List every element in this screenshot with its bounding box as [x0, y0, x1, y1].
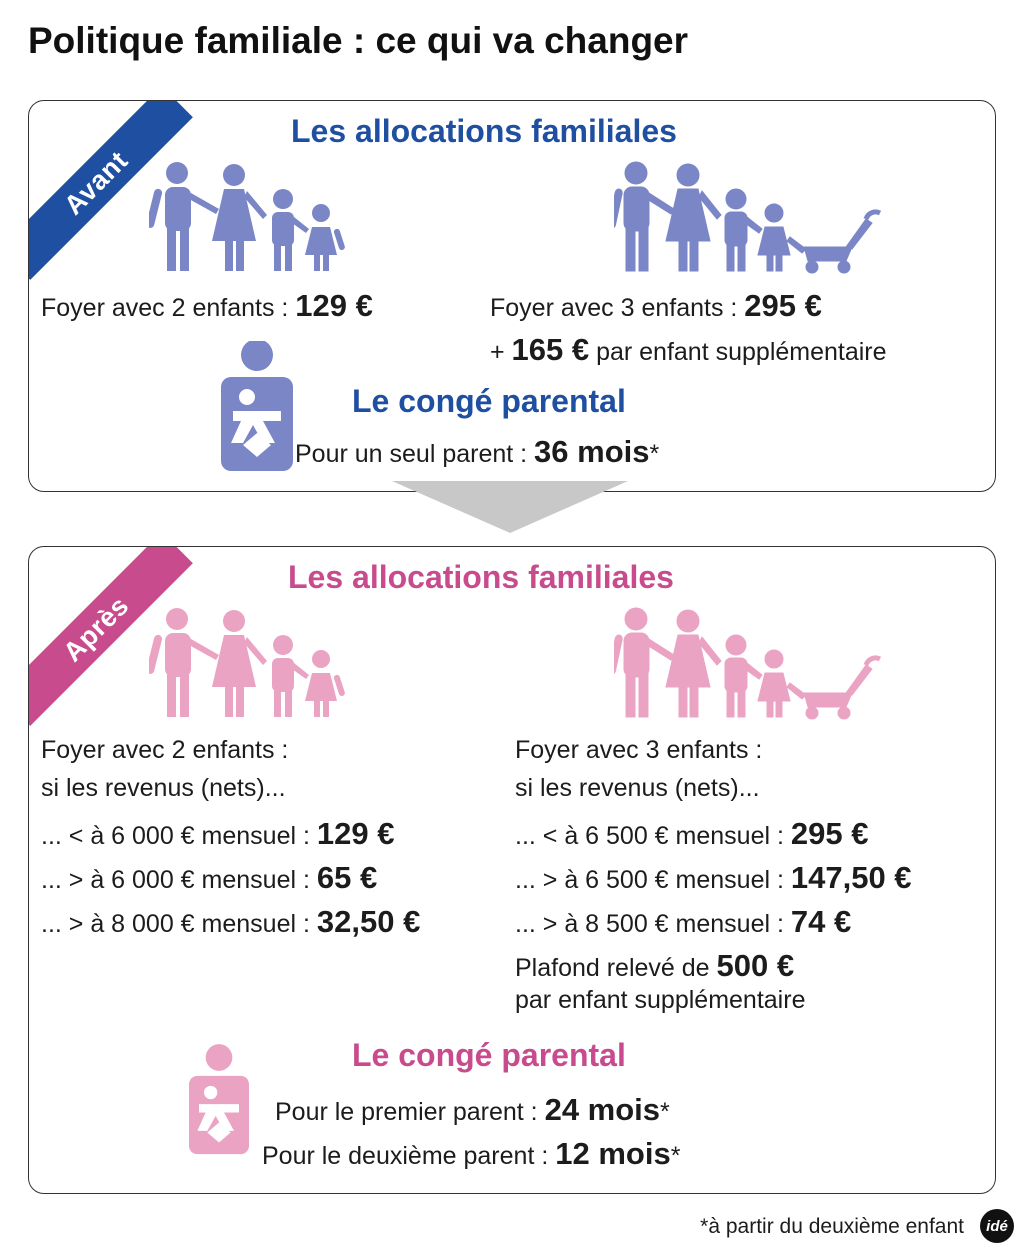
row-amount: 147,50 € — [790, 860, 912, 895]
row-label: ... > à 6 500 € mensuel : — [515, 866, 791, 894]
row-label: ... > à 6 000 € mensuel : — [41, 866, 317, 894]
before-leave-heading: Le congé parental — [352, 383, 626, 419]
before-two-children-label: Foyer avec 2 enfants : — [41, 294, 296, 322]
row-amount: 74 € — [790, 904, 852, 939]
after-two-children-row — [41, 815, 394, 852]
after-allocations-heading: Les allocations familiales — [288, 559, 674, 595]
footnote: *à partir du deuxième enfant — [700, 1215, 964, 1238]
ceiling-prefix: Plafond relevé de — [515, 954, 717, 982]
after-two-children-line2: si les revenus (nets)... — [41, 774, 286, 802]
leave-value: 24 mois — [544, 1092, 661, 1127]
leave-value: 12 mois — [555, 1136, 671, 1171]
row-amount: 32,50 € — [316, 904, 421, 939]
page-title: Politique familiale : ce qui va changer — [28, 20, 689, 61]
before-allocations-heading: Les allocations familiales — [291, 113, 677, 149]
before-extra-suffix: par enfant supplémentaire — [589, 338, 887, 366]
before-leave-value: 36 mois — [534, 434, 650, 469]
row-label: ... < à 6 500 € mensuel : — [515, 822, 791, 850]
before-leave-label: Pour un seul parent : — [295, 440, 535, 468]
after-three-children-row — [515, 815, 868, 852]
before-extra-amount: 165 € — [511, 332, 590, 367]
before-leave-line — [295, 433, 659, 470]
row-label: ... > à 8 500 € mensuel : — [515, 910, 791, 938]
before-two-children-amount: 129 € — [295, 288, 373, 323]
after-leave-heading: Le congé parental — [352, 1037, 626, 1073]
before-three-children-amount: 295 € — [744, 288, 822, 323]
row-label: ... > à 8 000 € mensuel : — [41, 910, 317, 938]
row-amount: 129 € — [316, 816, 395, 851]
family-3-children-icon — [614, 157, 886, 283]
after-three-children-line1: Foyer avec 3 enfants : — [515, 736, 763, 764]
after-three-children-row — [515, 903, 851, 940]
row-label: ... < à 6 000 € mensuel : — [41, 822, 317, 850]
row-amount: 65 € — [316, 860, 378, 895]
after-leave-line — [262, 1135, 680, 1172]
before-extra-child-line — [490, 331, 887, 368]
after-two-children-line1: Foyer avec 2 enfants : — [41, 736, 289, 764]
after-two-children-row — [41, 859, 377, 896]
family-2-children-icon — [149, 157, 345, 283]
after-three-children-line2: si les revenus (nets)... — [515, 774, 760, 802]
family-2-children-icon — [149, 603, 345, 729]
after-two-children-row — [41, 903, 420, 940]
ceiling-amount: 500 € — [716, 948, 795, 983]
ide-logo: idé — [980, 1209, 1014, 1243]
leave-label: Pour le deuxième parent : — [262, 1142, 556, 1170]
family-3-children-icon — [614, 603, 886, 729]
after-ceiling-line — [515, 947, 794, 984]
row-amount: 295 € — [790, 816, 869, 851]
leave-mark: * — [670, 1142, 681, 1170]
before-two-children-line — [41, 287, 373, 324]
after-three-children-row — [515, 859, 912, 896]
leave-mark: * — [660, 1098, 670, 1126]
before-tag: Avant — [28, 100, 193, 280]
after-tag: Après — [28, 546, 193, 726]
before-three-children-line — [490, 287, 822, 324]
after-ceiling-line2: par enfant supplémentaire — [515, 986, 806, 1014]
after-leave-line — [275, 1091, 670, 1128]
parent-with-baby-icon — [189, 1037, 249, 1163]
before-panel — [28, 100, 996, 492]
leave-label: Pour le premier parent : — [275, 1098, 545, 1126]
after-panel — [28, 546, 996, 1194]
transition-arrow — [392, 481, 628, 533]
before-leave-mark: * — [649, 440, 660, 468]
parent-with-baby-icon — [221, 341, 293, 471]
before-extra-prefix: + — [490, 338, 512, 366]
before-three-children-label: Foyer avec 3 enfants : — [490, 294, 745, 322]
